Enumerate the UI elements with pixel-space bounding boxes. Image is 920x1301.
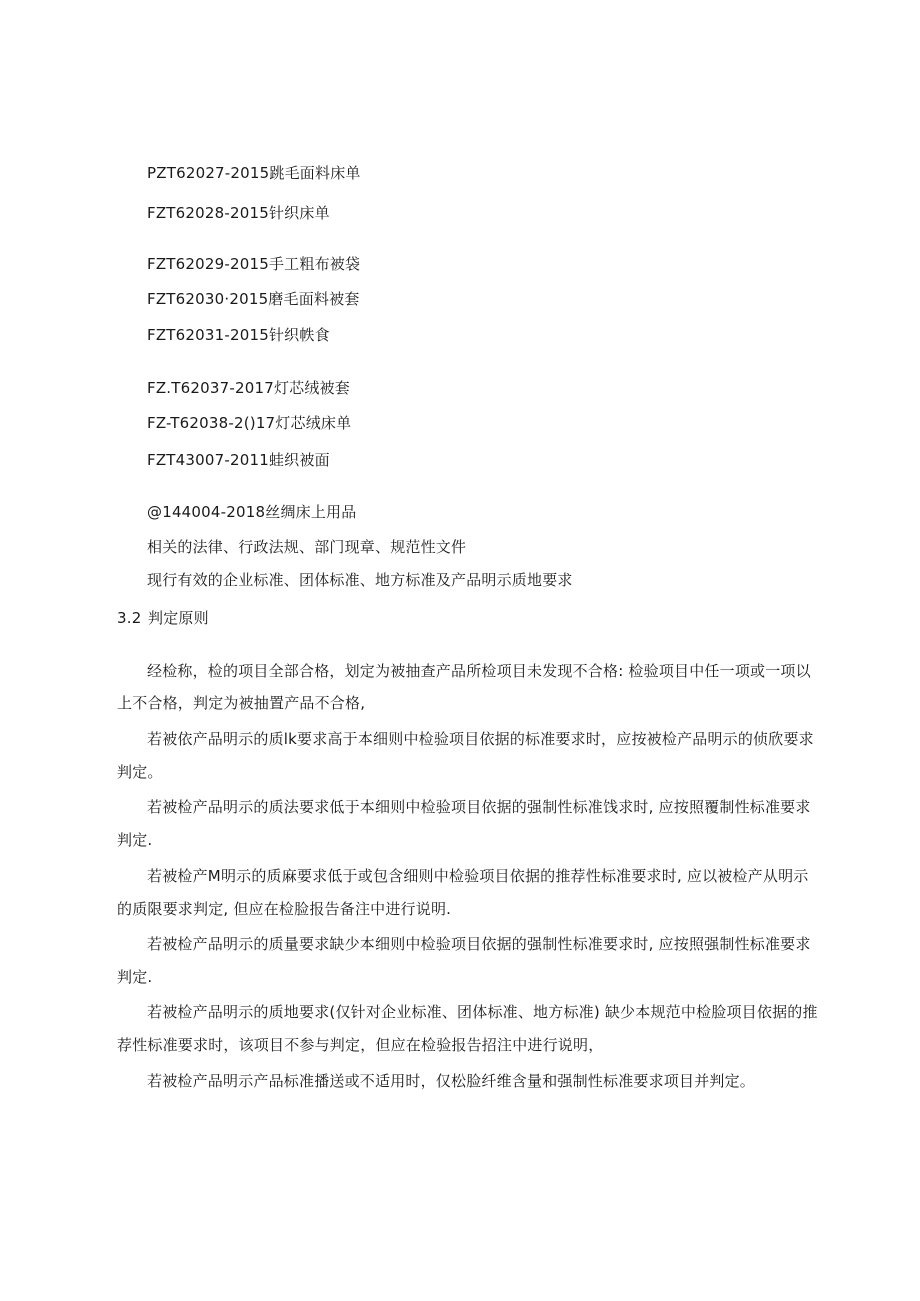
standard-item: FZT62030·2015磨毛面料被套: [147, 290, 360, 308]
paragraph-line: 若被检产品明示的质地要求(仅针对企业标准、团体标准、地方标准) 缺少本规范中检脸项目依据的推: [147, 1003, 818, 1021]
standard-item: FZT62028-2015针织床单: [147, 204, 330, 222]
paragraph-line: 经检称，检的项目全部合格，划定为被抽查产品所检项目未发现不合格: 检验项目中任一项或一项以: [147, 662, 811, 680]
standard-item: FZ-T62038-2()17灯芯绒床单: [147, 414, 352, 432]
paragraph-line: 若被检产品明示的质法要求低于本细则中检验项目依据的强制性标准饯求时, 应按照覆制性标准要求: [147, 798, 811, 816]
standard-item: FZT43007-2011蛙织被面: [147, 451, 330, 469]
paragraph-line: 的质限要求判定, 但应在检脸报告备注中进行说明.: [117, 900, 452, 918]
standard-item: 相关的法律、行政法规、部门现章、规范性文件: [147, 538, 467, 556]
paragraph-line: 若被检产M明示的质麻要求低于或包含细则中检验项目依据的推荐性标准要求时, 应以被检产从明示: [147, 867, 809, 885]
section-heading: [117, 608, 209, 628]
standard-item: 现行有效的企业标准、团体标准、地方标准及产品明示质地要求: [147, 571, 573, 589]
paragraph-line: 若被检产品明示产品标准播送或不适用时，仅松脸纤维含量和强制性标准要求项目并判定。: [147, 1072, 756, 1090]
paragraph-line: 判定.: [117, 831, 153, 849]
paragraph-line: 上不合格，判定为被抽置产品不合格,: [117, 694, 366, 712]
standard-item: FZT62029-2015手工粗布被袋: [147, 255, 361, 273]
standard-item: FZ.T62037-2017灯芯绒被套: [147, 379, 350, 397]
paragraph-line: 若被检产品明示的质量要求缺少本细则中检验项目依据的强制性标准要求时, 应按照强制性标准要求: [147, 935, 811, 953]
paragraph-line: 若被依产品明示的质lk要求高于本细则中检验项目依据的标准要求时，应按被检产品明示的侦欣要求: [147, 730, 814, 748]
standard-item: @144004-2018丝绸床上用品: [147, 503, 357, 521]
paragraph-line: 荐性标准要求时，该项目不参与判定，但应在检验报告招注中进行说明，: [117, 1036, 604, 1054]
standard-item: FZT62031-2015针织帙食: [147, 326, 330, 344]
section-number: 3.2: [117, 609, 142, 627]
paragraph-line: 判定.: [117, 968, 153, 986]
paragraph-line: 判定。: [117, 763, 163, 781]
section-title: 判定原则: [148, 609, 209, 627]
standard-item: PZT62027-2015跳毛面料床单: [147, 164, 361, 182]
